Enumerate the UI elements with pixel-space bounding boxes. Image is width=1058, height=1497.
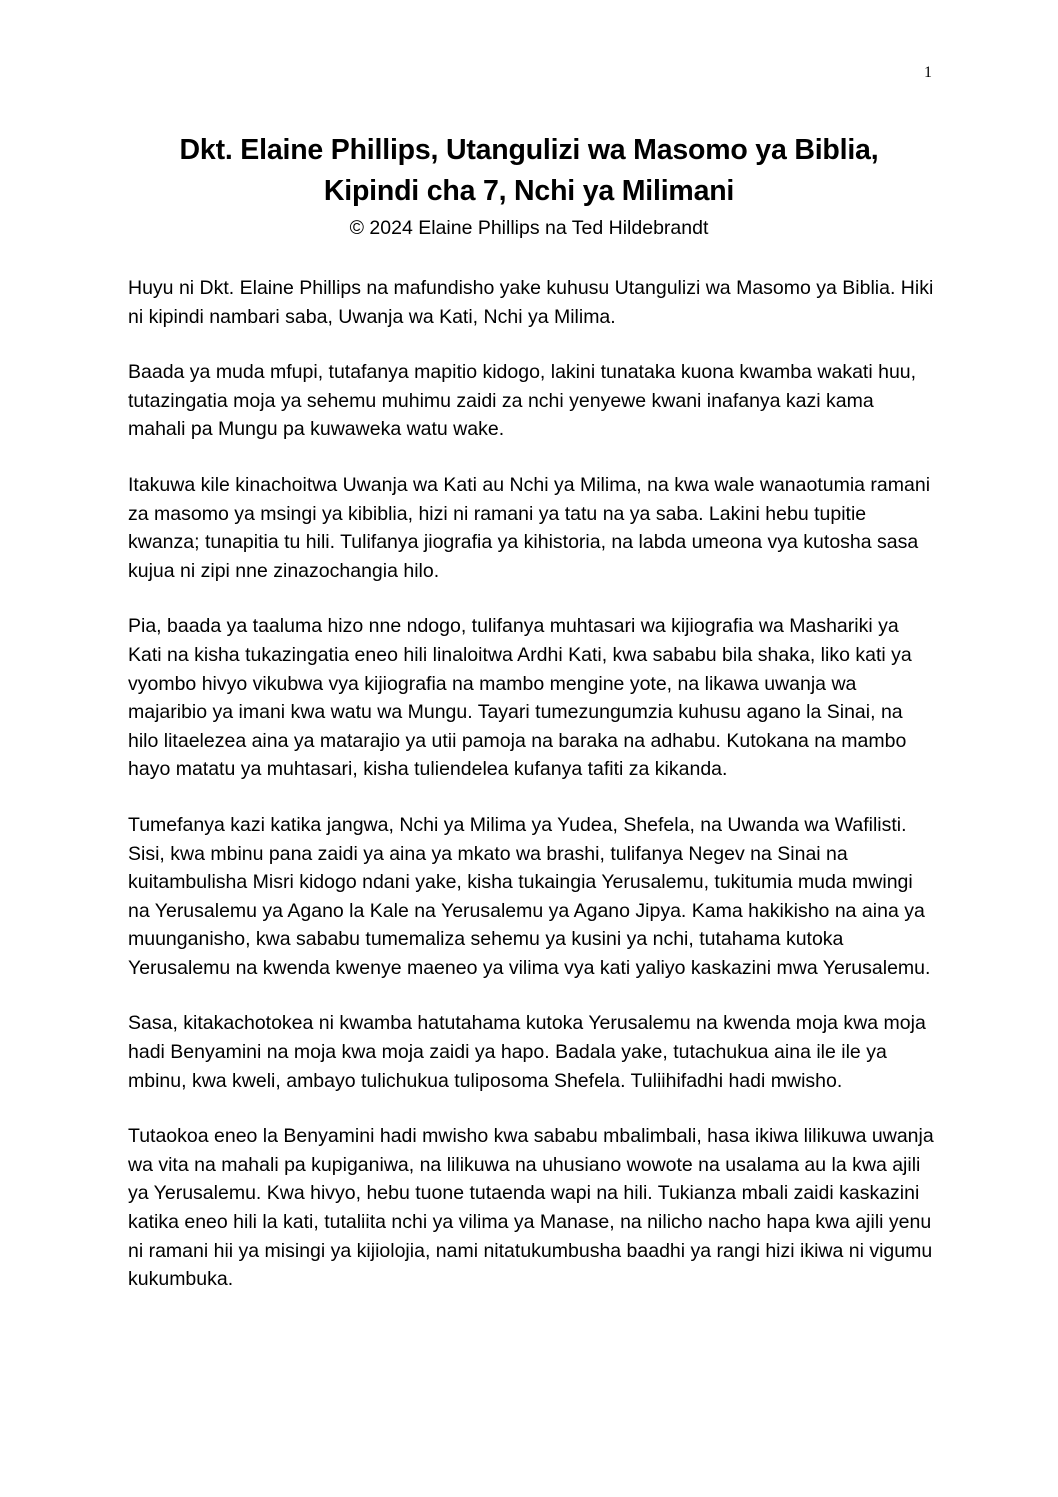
paragraph-1: Huyu ni Dkt. Elaine Phillips na mafundisho yake kuhusu Utangulizi wa Masomo ya Biblia. Hiki ni kipindi nambari saba, Uwanja wa Kati, Nchi ya Milima. — [128, 277, 934, 328]
page-number: 1 — [924, 64, 932, 81]
document-title — [100, 130, 958, 212]
document-header — [100, 130, 958, 242]
paragraph-6: Sasa, kitakachotokea ni kwamba hatutahama kutoka Yerusalemu na kwenda moja kwa moja hadi Benyamini na moja kwa moja zaidi ya hapo. Badala yake, tutachukua aina ile ile ya mbinu, kwa kweli, ambayo tulichukua tuliposoma Shefela. Tuliihifadhi hadi mwisho. — [128, 1012, 926, 1092]
paragraph-4: Pia, baada ya taaluma hizo nne ndogo, tulifanya muhtasari wa kijiografia wa Mashariki ya Kati na kisha tukazingatia eneo hili linaloitwa Ardhi Kati, kwa sababu bila shaka, liko kati ya vyombo hivyo vikubwa vya kijiografia na mambo mengine yote, na likawa uwanja wa majaribio ya imani kwa watu wa Mungu. Tayari tumezungumzia kuhusu agano la Sinai, na hilo litaelezea aina ya matarajio ya utii pamoja na baraka na adhabu. Kutokana na mambo hayo matatu ya muhtasari, kisha tuliendelea kufanya tafiti za kikanda. — [128, 615, 912, 781]
paragraph-5: Tumefanya kazi katika jangwa, Nchi ya Milima ya Yudea, Shefela, na Uwanda wa Wafilisti. Sisi, kwa mbinu pana zaidi ya aina ya mkato wa brashi, tulifanya Negev na Sinai na kuitambulisha Misri kidogo ndani yake, kisha tukaingia Yerusalemu, tukitumia muda mwingi na Yerusalemu ya Agano la Kale na Yerusalemu ya Agano Jipya. Kama hakikisho na aina ya muunganisho, kwa sababu tumemaliza sehemu ya kusini ya nchi, tutahama kutoka Yerusalemu na kwenda kwenye maeneo ya vilima vya kati yaliyo kaskazini mwa Yerusalemu. — [128, 813, 931, 979]
document-body — [128, 274, 936, 1321]
title-line-2: Kipindi cha 7, Nchi ya Milimani — [323, 175, 735, 207]
paragraph-3: Itakuwa kile kinachoitwa Uwanja wa Kati au Nchi ya Milima, na kwa wale wanaotumia ramani za masomo ya msingi ya kibiblia, hizi ni ramani ya tatu na ya saba. Lakini hebu tupitie kwanza; tunapitia tu hili. Tulifanya jiografia ya kihistoria, na labda umeona vya kutosha sasa kujua ni zipi nne zinazochangia hilo. — [128, 473, 931, 582]
paragraph-2: Baada ya muda mfupi, tutafanya mapitio kidogo, lakini tunataka kuona kwamba wakati huu, tutazingatia moja ya sehemu muhimu zaidi za nchi yenyewe kwani inafanya kazi kama mahali pa Mungu pa kuwaweka watu wake. — [128, 361, 917, 441]
paragraph-7: Tutaokoa eneo la Benyamini hadi mwisho kwa sababu mbalimbali, hasa ikiwa lilikuwa uwanja wa vita na mahali pa kupiganiwa, na lilikuwa na uhusiano wowote na usalama au la kwa ajili ya Yerusalemu. Kwa hivyo, hebu tuone tutaenda wapi na hili. Tukianza mbali zaidi kaskazini katika eneo hili la kati, tutaliita nchi ya vilima ya Manase, na nilicho nacho hapa kwa ajili yenu ni ramani hii ya misingi ya kijiolojia, nami nitatukumbusha baadhi ya rangi hizi ikiwa ni vigumu kukumbuka. — [128, 1125, 934, 1291]
title-line-1: Dkt. Elaine Phillips, Utangulizi wa Masomo ya Biblia, — [179, 134, 879, 166]
copyright-notice: © 2024 Elaine Phillips na Ted Hildebrandt — [349, 217, 709, 239]
